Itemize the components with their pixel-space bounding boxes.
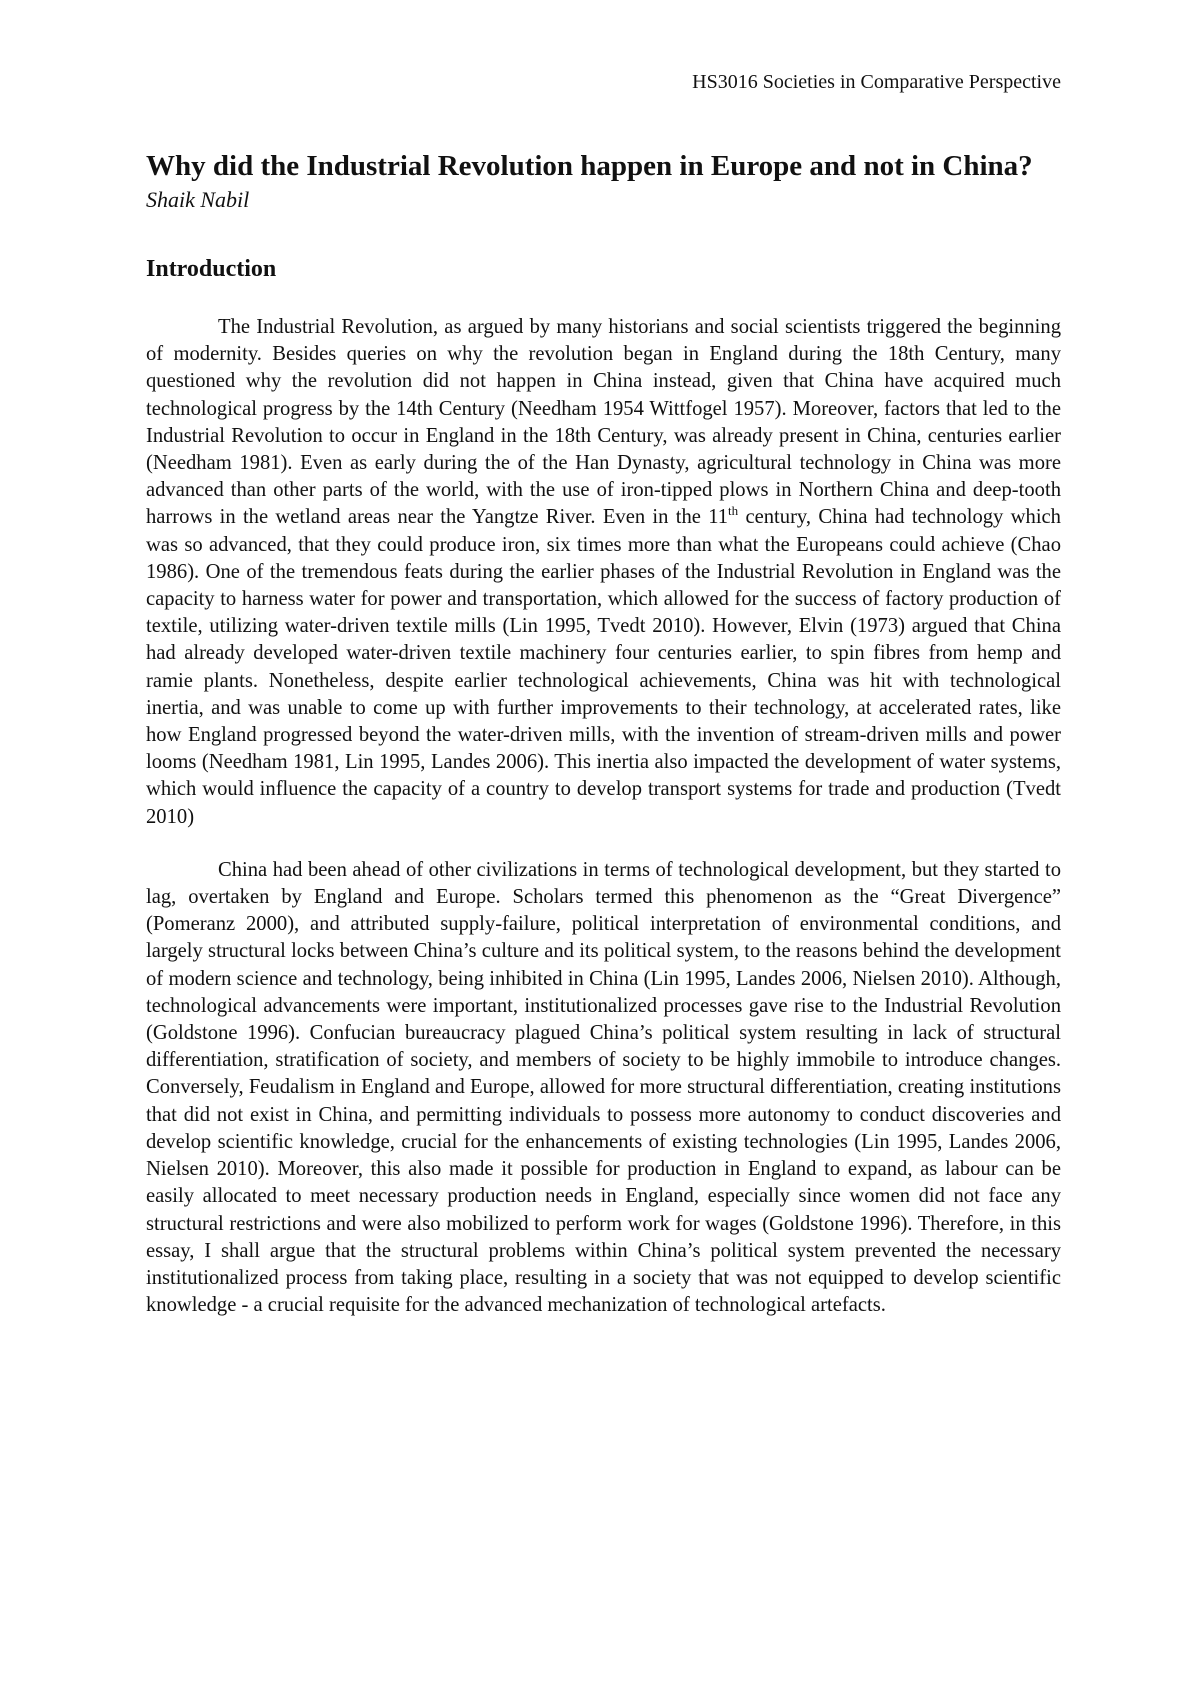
paper-content xyxy=(146,148,1061,1319)
running-header: HS3016 Societies in Comparative Perspective xyxy=(692,71,1061,93)
paragraph-1-text-a: The Industrial Revolution, as argued by many historians and social scientists triggered the beginning of modernity. Besides queries on why the revolution began in England during the 18th Century, many questioned why the revolution did not happen in China instead, given that China have acquired much technological progress by the 14th Century (Needham 1954 Wittfogel 1957). Moreover, factors that led to the Industrial Revolution to occur in England in the 18th Century, was already present in China, centuries earlier (Needham 1981). Even as early during the of the Han Dynasty, agricultural technology in China was more advanced than other parts of the world, with the use of iron-tipped plows in Northern China and deep-tooth harrows in the wetland areas near the Yangtze River. Even in the 11 xyxy=(146,316,1061,529)
superscript-ordinal: th xyxy=(728,503,739,519)
paragraph-1 xyxy=(146,314,1061,831)
section-heading-introduction: Introduction xyxy=(146,256,277,282)
paper-title: Why did the Industrial Revolution happen in Europe and not in China? xyxy=(146,150,1033,182)
paragraph-1-text-b: century, China had technology which was so advanced, that they could produce iron, six times more than what the Europeans could achieve (Chao 1986). One of the tremendous feats during the earlier phases of the Industrial Revolution in England was the capacity to harness water for power and transportation, which allowed for the success of factory production of textile, utilizing water-driven textile mills (Lin 1995, Tvedt 2010). However, Elvin (1973) argued that China had already developed water-driven textile machinery four centuries earlier, to spin fibres from hemp and ramie plants. Nonetheless, despite earlier technological achievements, China was hit with technological inertia, and was unable to come up with further improvements to their technology, at accelerated rates, like how England progressed beyond the water-driven mills, with the invention of stream-driven mills and power looms (Needham 1981, Lin 1995, Landes 2006). This inertia also impacted the development of water systems, which would influence the capacity of a country to develop transport systems for trade and production (Tvedt 2010) xyxy=(146,506,1061,828)
paragraph-2: China had been ahead of other civilizations in terms of technological development, but they started to lag, overtaken by England and Europe. Scholars termed this phenomenon as the “Great Divergence” (Pomeranz 2000), and attributed supply-failure, political interpretation of environmental conditions, and largely structural locks between China’s culture and its political system, to the reasons behind the development of modern science and technology, being inhibited in China (Lin 1995, Landes 2006, Nielsen 2010). Although, technological advancements were important, institutionalized processes gave rise to the Industrial Revolution (Goldstone 1996). Confucian bureaucracy plagued China’s political system resulting in lack of structural differentiation, stratification of society, and members of society to be highly immobile to introduce changes. Conversely, Feudalism in England and Europe, allowed for more structural differentiation, creating institutions that did not exist in China, and permitting individuals to possess more autonomy to conduct discoveries and develop scientific knowledge, crucial for the enhancements of existing technologies (Lin 1995, Landes 2006, Nielsen 2010). Moreover, this also made it possible for production in England to expand, as labour can be easily allocated to meet necessary production needs in England, especially since women did not face any structural restrictions and were also mobilized to perform work for wages (Goldstone 1996). Therefore, in this essay, I shall argue that the structural problems within China’s political system prevented the necessary institutionalized process from taking place, resulting in a society that was not equipped to develop scientific knowledge - a crucial requisite for the advanced mechanization of technological artefacts. xyxy=(146,858,1061,1317)
author-name: Shaik Nabil xyxy=(146,187,250,212)
